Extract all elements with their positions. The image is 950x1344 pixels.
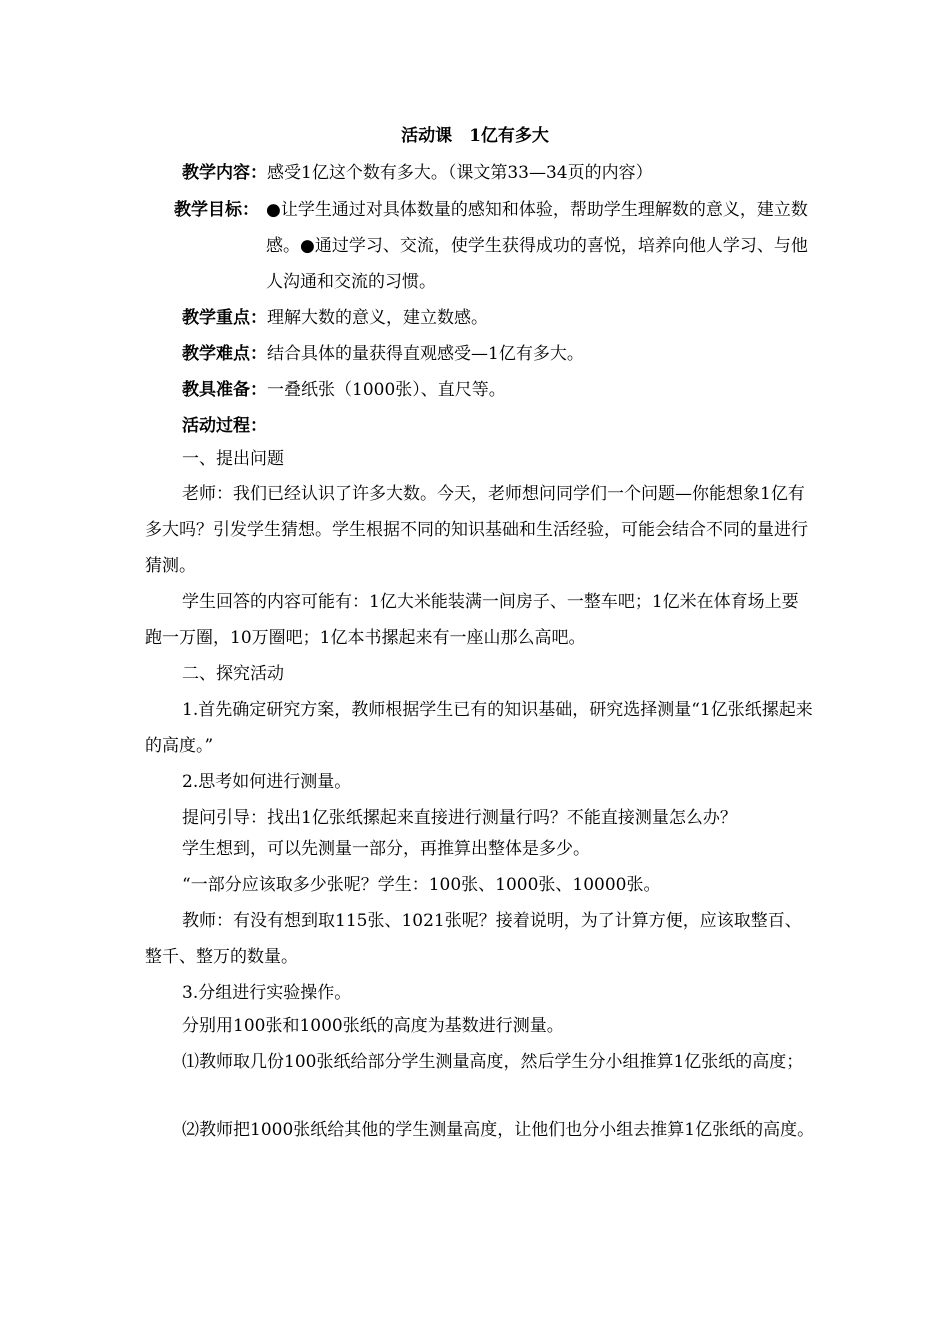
difficulty-text: 结合具体的量获得直观感受—1亿有多大。 <box>267 344 584 364</box>
key-point <box>182 300 488 336</box>
paragraph-6: 学生想到，可以先测量一部分，再推算出整体是多少。 <box>182 839 590 859</box>
paragraph-12: ⑵教师把1000张纸给其他的学生测量高度，让他们也分小组去推算1亿张纸的高度。 <box>182 1120 815 1140</box>
process-heading: 活动过程： <box>182 416 267 436</box>
paragraph-8: 教师：有没有想到取115张、1021张呢？接着说明，为了计算方便，应该取整百、整千、整万的数量。 <box>145 911 802 967</box>
teaching-content-text: 感受1亿这个数有多大。（课文第33—34页的内容） <box>267 163 653 183</box>
paragraph-5: 提问引导：找出1亿张纸摞起来直接进行测量行吗？不能直接测量怎么办？ <box>182 808 737 828</box>
materials-text: 一叠纸张（1000张）、直尺等。 <box>267 380 506 400</box>
section-heading-2: 二、探究活动 <box>182 664 284 684</box>
section-heading-1: 一、提出问题 <box>182 449 284 469</box>
key-point-text: 理解大数的意义，建立数感。 <box>267 308 488 328</box>
materials <box>182 372 506 408</box>
key-point-label: 教学重点： <box>182 308 267 328</box>
paragraph-4: 2.思考如何进行测量。 <box>182 772 352 792</box>
page-title: 活动课 1亿有多大 <box>401 126 549 146</box>
paragraph-7: “一部分应该取多少张呢？学生：100张、1000张、10000张。 <box>182 875 661 895</box>
paragraph-10: 分别用100张和1000张纸的高度为基数进行测量。 <box>182 1016 564 1036</box>
teaching-objectives-text: ●让学生通过对具体数量的感知和体验，帮助学生理解数的意义，建立数感。●通过学习、交流，使学生获得成功的喜悦，培养向他人学习、与他人沟通和交流的习惯。 <box>266 200 808 292</box>
paragraph-11: ⑴教师取几份100张纸给部分学生测量高度，然后学生分小组推算1亿张纸的高度； <box>182 1052 804 1072</box>
teaching-objectives-label: 教学目标： <box>174 200 259 220</box>
paragraph-3: 1.首先确定研究方案，教师根据学生已有的知识基础，研究选择测量“1亿张纸摞起来的高度。” <box>145 700 813 756</box>
difficulty-label: 教学难点： <box>182 344 267 364</box>
materials-label: 教具准备： <box>182 380 267 400</box>
teaching-content <box>182 155 653 191</box>
teaching-content-label: 教学内容： <box>182 163 267 183</box>
paragraph-1: 老师：我们已经认识了许多大数。今天，老师想问同学们一个问题—你能想象1亿有多大吗？引发学生猜想。学生根据不同的知识基础和生活经验，可能会结合不同的量进行猜测。 <box>145 484 808 576</box>
difficulty <box>182 336 584 372</box>
paragraph-9: 3.分组进行实验操作。 <box>182 983 352 1003</box>
paragraph-2: 学生回答的内容可能有：1亿大米能装满一间房子、一整车吧；1亿米在体育场上要跑一万圈，10万圈吧；1亿本书摞起来有一座山那么高吧。 <box>145 592 799 648</box>
